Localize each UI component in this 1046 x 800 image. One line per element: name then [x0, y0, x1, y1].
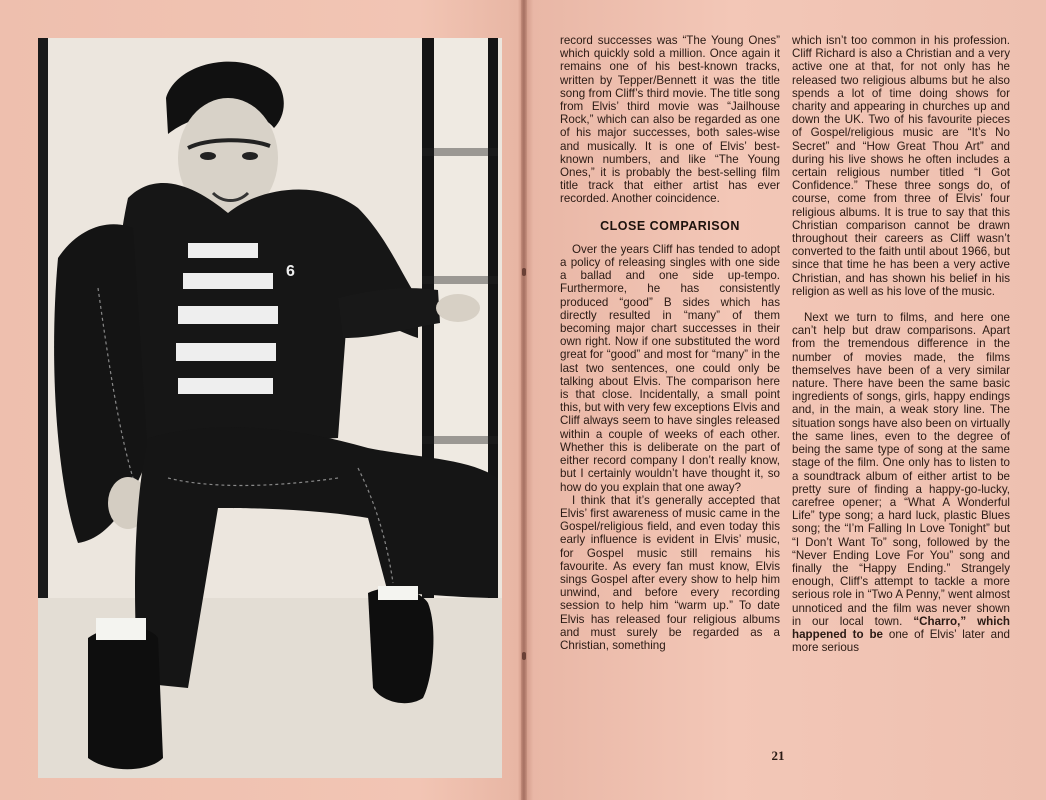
elvis-photograph	[38, 38, 502, 778]
section-heading: CLOSE COMPARISON	[600, 218, 740, 233]
jersey-number: 6	[286, 263, 295, 280]
article-paragraph: I think that it’s generally accepted that Elvis’ first awareness of music came in the Gospel/religious field, and even today this early influence is evident in Elvis’ music, for Gospel music still remains his favourite. As every fan must know, Elvis sings Gospel after every show to help him unwind, and before every recording session to help him “warm up.” To date Elvis has released four religious albums and must surely be regarded as a Christian, something	[560, 493, 780, 652]
article-column-2	[792, 34, 1010, 746]
film-title-bold: “Charro,” which happened to be	[792, 614, 1010, 641]
article-paragraph	[792, 311, 1010, 654]
paragraph-text: Next we turn to films, and here one can’t help but draw comparisons. Apart from the tremendous difference in the number of movies made, the films themselves have been of a very similar nature. There have been the same basic ingredients of songs, girls, happy endings and, in the main, a weak story line. The situation songs have also been on virtually the same lines, even to the degree of being the same type of song at the same stage of the film. One only has to listen to a soundtrack album of either artist to be pretty sure of finding a happy-go-lucky, carefree opener; a “What A Wonderful Life” type song; a hard luck, plastic Blues song; the “I’m Falling In Love Tonight” but “I Don’t Want To” song, followed by the “Never Ending Love For You” song and finally the “Happy Ending.” Strangely enough, Cliff’s attempt to tackle a more serious role in “Two A Penny,” went almost unnoticed and the film was never shown in our local town.	[792, 311, 1010, 628]
paragraph-text-end: one of Elvis’ later and more serious	[792, 627, 1010, 655]
page-number: 21	[771, 748, 785, 763]
article-paragraph: Over the years Cliff has tended to adopt a policy of releasing singles with one side a ballad and one side up-tempo. Furthermore, he has consistently produced “good” B sides which has directly resulted in “many” of them becoming major chart successes in their own right. Now if one substituted the word great for “good” and most for “many” in the last two sentences, one could only be talking about Elvis. The comparison here is that close. Incidentally, a small point this, but with very few exceptions Elvis and Cliff always seem to have singles released within a couple of weeks of each other. Whether this is deliberate on the part of either record company I don’t really know, but I certainly wouldn’t have thought it, so how do you explain that one away?	[560, 242, 780, 494]
article-column-1	[560, 34, 780, 746]
staple-top	[522, 268, 526, 276]
center-gutter	[521, 0, 527, 800]
staple-bottom	[522, 652, 526, 660]
article-paragraph: which isn’t too common in his profession. Cliff Richard is also a Christian and a very active one at that, for not only has he released two religious albums but he also spends a lot of time doing shows for charity and appearing in churches up and down the UK. Two of his favourite pieces of Gospel/religious music are “It’s No Secret” and “How Great Thou Art” and during his live shows he often includes a certain religious number titled “I Got Confidence.” These three songs do, of course, come from three of Elvis’ four religious albums. It is true to say that this Christian comparison cannot be drawn throughout their careers as Cliff wasn’t converted to the faith until about 1966, but since that time he has been a very active Christian, and has shown his belief in his religion as well as his love of the music.	[792, 34, 1010, 298]
article-paragraph: record successes was “The Young Ones” which quickly sold a million. Once again it remains one of his best-known tracks, written by Tepper/Bennett it was the title song from Cliff’s third movie. The title song from Elvis’ third movie was “Jailhouse Rock,” which can also be regarded as one of his major successes, both sales-wise and musically. It is one of Elvis’ best-known numbers, and like “The Young Ones,” it is probably the best-selling film title track that either artist has ever recorded. Another coincidence.	[560, 34, 780, 206]
